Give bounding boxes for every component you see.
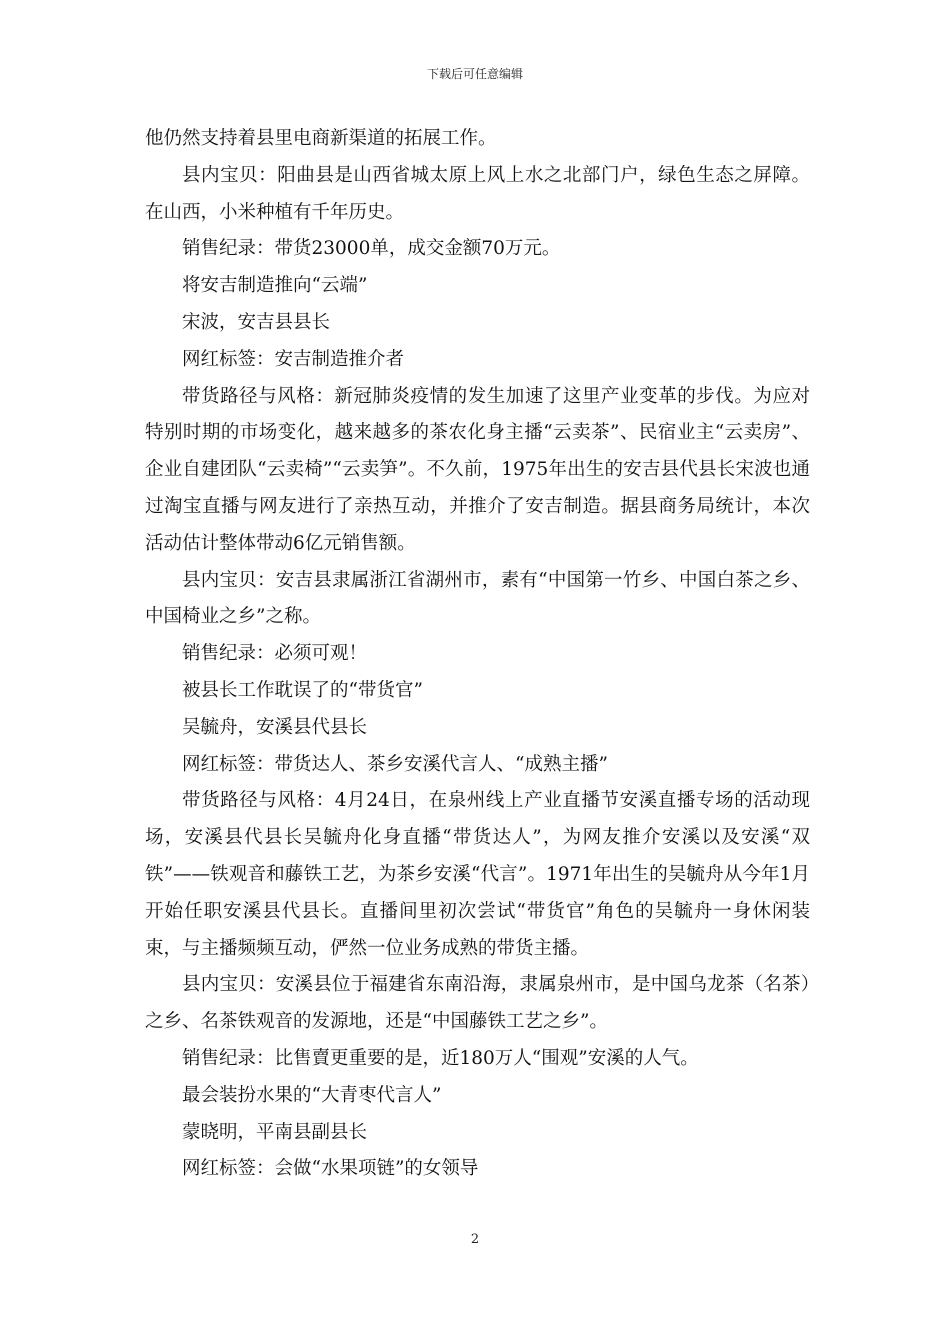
section-heading: 将安吉制造推向“云端” xyxy=(182,275,368,297)
paragraph: 带货路径与风格：新冠肺炎疫情的发生加速了这里产业变革的步伐。为应对特别时期的市场变化，越来越多的茶农化身主播“云卖茶”、民宿业主“云卖房”、企业自建团队“云卖椅”“云卖笋”。不久前，1975年出生的安吉县代县长宋波也通过淘宝直播与网友进行了亲热互动，并推介了安吉制造。据县商务局统计，本次活动估计整体带动6亿元销售额。 xyxy=(145,385,810,554)
paragraph: 他仍然支持着县里电商新渠道的拓展工作。 xyxy=(145,128,497,149)
paragraph: 网红标签：会做“水果项链”的女领导 xyxy=(182,1158,479,1180)
section-heading: 被县长工作耽误了的“带货官” xyxy=(182,679,423,701)
paragraph: 吴毓舟，安溪县代县长 xyxy=(182,716,368,738)
page-number: 2 xyxy=(470,1232,480,1247)
paragraph: 网红标签：带货达人、茶乡安溪代言人、“成熟主播” xyxy=(182,753,608,775)
paragraph: 县内宝贝：安吉县隶属浙江省湖州市，素有“中国第一竹乡、中国白茶之乡、中国椅业之乡”之称。 xyxy=(145,569,810,628)
paragraph: 网红标签：安吉制造推介者 xyxy=(182,348,405,370)
section-heading: 最会装扮水果的“大青枣代言人” xyxy=(182,1084,442,1106)
paragraph: 蒙晓明，平南县副县长 xyxy=(182,1121,368,1143)
paragraph: 带货路径与风格：4月24日，在泉州线上产业直播节安溪直播专场的活动现场，安溪县代县长吴毓舟化身直播“带货达人”，为网友推介安溪以及安溪“双铁”——铁观音和藤铁工艺，为茶乡安溪“代言”。1971年出生的吴毓舟从今年1月开始任职安溪县代县长。直播间里初次尝试“带货官”角色的吴毓舟一身休闲装束，与主播频频互动，俨然一位业务成熟的带货主播。 xyxy=(145,790,810,959)
paragraph: 销售纪录：必须可观！ xyxy=(182,643,368,665)
paragraph: 宋波，安吉县县长 xyxy=(182,311,331,333)
document-body xyxy=(145,121,810,1188)
paragraph: 销售纪录：比售賣更重要的是，近180万人“围观”安溪的人气。 xyxy=(182,1047,699,1069)
paragraph: 销售纪录：带货23000单，成交金额70万元。 xyxy=(182,238,561,260)
paragraph: 县内宝贝：安溪县位于福建省东南沿海，隶属泉州市，是中国乌龙茶（名茶）之乡、名茶铁观音的发源地，还是“中国藤铁工艺之乡”。 xyxy=(145,974,810,1033)
paragraph: 县内宝贝：阳曲县是山西省城太原上风上水之北部门户，绿色生态之屏障。在山西，小米种植有千年历史。 xyxy=(145,164,810,223)
page-header: 下载后可任意编辑 xyxy=(426,67,523,81)
